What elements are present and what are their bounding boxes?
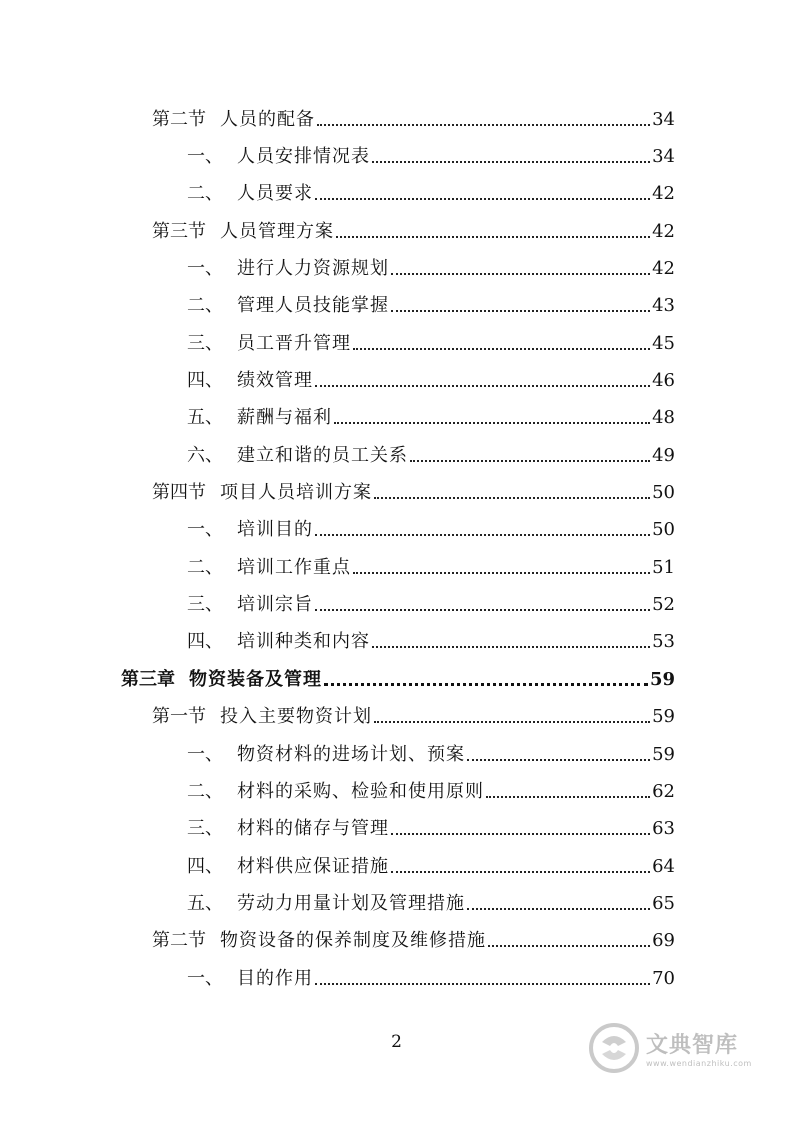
toc-dot-leader: [372, 631, 650, 653]
toc-entry[interactable]: [0, 101, 793, 138]
toc-entry-number: 三、: [187, 332, 223, 354]
toc-entry-page: 43: [652, 295, 675, 317]
toc-entry-title: 培训目的: [237, 519, 313, 541]
toc-dot-leader: [315, 519, 650, 541]
toc-dot-leader: [391, 856, 650, 878]
toc-entry-number: 五、: [187, 407, 223, 429]
toc-entry-page: 50: [652, 519, 675, 541]
toc-dot-leader: [391, 258, 650, 280]
toc-entry-page: 59: [652, 743, 675, 765]
toc-dot-leader: [315, 370, 650, 392]
toc-entry-number: 第二节: [152, 108, 206, 130]
toc-dot-leader: [315, 594, 650, 616]
toc-entry-title: 人员要求: [237, 183, 313, 205]
toc-entry[interactable]: [0, 400, 793, 437]
toc-entry-title: 绩效管理: [237, 370, 313, 392]
toc-entry-title: 人员的配备: [220, 108, 315, 130]
toc-entry-number: 第三节: [152, 220, 206, 242]
toc-entry-number: 四、: [187, 370, 223, 392]
toc-entry-page: 42: [652, 258, 675, 280]
toc-entry[interactable]: [0, 960, 793, 997]
toc-entry-page: 34: [652, 108, 675, 130]
toc-entry[interactable]: [0, 586, 793, 623]
toc-entry-page: 42: [652, 183, 675, 205]
toc-entry-page: 63: [652, 818, 675, 840]
toc-entry-page: 53: [652, 631, 675, 653]
toc-entry[interactable]: [0, 250, 793, 287]
toc-entry[interactable]: [0, 661, 793, 698]
toc-entry[interactable]: [0, 624, 793, 661]
toc-entry-number: 第三章: [121, 668, 175, 690]
toc-entry[interactable]: [0, 811, 793, 848]
toc-entry-number: 四、: [187, 855, 223, 877]
toc-entry-title: 培训宗旨: [237, 594, 313, 616]
toc-entry-number: 一、: [187, 146, 223, 168]
toc-entry-number: 五、: [187, 892, 223, 914]
toc-entry-title: 材料的采购、检验和使用原则: [237, 780, 484, 802]
toc-entry-page: 62: [652, 780, 675, 802]
toc-entry-title: 物资设备的保养制度及维修措施: [220, 930, 486, 952]
toc-entry[interactable]: [0, 362, 793, 399]
toc-dot-leader: [315, 968, 650, 990]
toc-entry-number: 六、: [187, 444, 223, 466]
toc-entry[interactable]: [0, 773, 793, 810]
toc-entry[interactable]: [0, 176, 793, 213]
toc-entry-number: 三、: [187, 594, 223, 616]
watermark-name: 文典智库: [646, 1033, 739, 1058]
toc-entry-number: 一、: [187, 743, 223, 765]
toc-entry-title: 人员安排情况表: [237, 146, 370, 168]
toc-dot-leader: [410, 445, 650, 467]
toc-entry-title: 项目人员培训方案: [220, 482, 372, 504]
toc-entry[interactable]: [0, 213, 793, 250]
toc-entry-number: 第一节: [152, 706, 206, 728]
table-of-contents: [0, 101, 793, 997]
toc-entry-number: 四、: [187, 631, 223, 653]
toc-entry-page: 70: [652, 967, 675, 989]
toc-dot-leader: [353, 333, 650, 355]
toc-entry-page: 51: [652, 556, 675, 578]
toc-entry[interactable]: [0, 138, 793, 175]
toc-entry-page: 59: [652, 706, 675, 728]
toc-entry-title: 目的作用: [237, 967, 313, 989]
toc-entry-number: 三、: [187, 818, 223, 840]
toc-entry[interactable]: [0, 923, 793, 960]
toc-dot-leader: [374, 482, 650, 504]
toc-entry-number: 第二节: [152, 930, 206, 952]
toc-entry[interactable]: [0, 512, 793, 549]
toc-entry-title: 薪酬与福利: [237, 407, 332, 429]
toc-dot-leader: [324, 669, 648, 691]
toc-entry-page: 46: [652, 370, 675, 392]
toc-entry-title: 建立和谐的员工关系: [237, 444, 408, 466]
toc-dot-leader: [334, 407, 650, 429]
toc-entry-title: 材料供应保证措施: [237, 855, 389, 877]
toc-entry-page: 59: [649, 668, 675, 690]
toc-entry-number: 一、: [187, 519, 223, 541]
toc-entry-title: 物资装备及管理: [189, 668, 322, 690]
toc-entry-number: 一、: [187, 967, 223, 989]
page-number: 2: [391, 1032, 402, 1052]
toc-entry[interactable]: [0, 848, 793, 885]
toc-entry-number: 一、: [187, 258, 223, 280]
toc-entry-number: 二、: [187, 183, 223, 205]
toc-entry[interactable]: [0, 549, 793, 586]
toc-entry-title: 材料的储存与管理: [237, 818, 389, 840]
wendian-logo-icon: [588, 1022, 640, 1074]
toc-entry[interactable]: [0, 736, 793, 773]
toc-entry-number: 二、: [187, 295, 223, 317]
toc-entry-title: 进行人力资源规划: [237, 258, 389, 280]
toc-entry-page: 48: [652, 407, 675, 429]
toc-dot-leader: [336, 221, 650, 243]
toc-entry-page: 45: [652, 332, 675, 354]
toc-entry-title: 培训工作重点: [237, 556, 351, 578]
toc-entry[interactable]: [0, 437, 793, 474]
toc-entry-title: 培训种类和内容: [237, 631, 370, 653]
toc-dot-leader: [374, 706, 650, 728]
toc-entry-number: 二、: [187, 556, 223, 578]
toc-entry-page: 69: [652, 930, 675, 952]
toc-entry-title: 管理人员技能掌握: [237, 295, 389, 317]
toc-dot-leader: [353, 557, 650, 579]
watermark-url: www.wendianzhiku.com: [646, 1059, 752, 1068]
toc-entry-title: 投入主要物资计划: [220, 706, 372, 728]
toc-entry[interactable]: [0, 288, 793, 325]
toc-dot-leader: [467, 744, 650, 766]
watermark: [588, 1020, 758, 1076]
toc-dot-leader: [317, 109, 650, 131]
toc-entry-title: 员工晋升管理: [237, 332, 351, 354]
toc-entry-number: 第四节: [152, 482, 206, 504]
toc-entry-page: 64: [652, 855, 675, 877]
toc-dot-leader: [391, 295, 650, 317]
toc-entry[interactable]: [0, 699, 793, 736]
toc-entry[interactable]: [0, 474, 793, 511]
toc-entry-number: 二、: [187, 780, 223, 802]
toc-dot-leader: [372, 146, 650, 168]
toc-entry[interactable]: [0, 325, 793, 362]
toc-dot-leader: [486, 781, 650, 803]
toc-dot-leader: [315, 183, 650, 205]
toc-entry-page: 52: [652, 594, 675, 616]
toc-entry-title: 物资材料的进场计划、预案: [237, 743, 465, 765]
toc-entry-page: 65: [652, 892, 675, 914]
toc-entry-page: 50: [652, 482, 675, 504]
toc-entry-page: 42: [652, 220, 675, 242]
toc-entry-page: 49: [652, 444, 675, 466]
toc-entry-title: 劳动力用量计划及管理措施: [237, 892, 465, 914]
toc-dot-leader: [391, 818, 650, 840]
toc-entry-page: 34: [652, 146, 675, 168]
toc-entry-title: 人员管理方案: [220, 220, 334, 242]
toc-dot-leader: [488, 930, 650, 952]
toc-entry[interactable]: [0, 885, 793, 922]
toc-dot-leader: [467, 893, 650, 915]
